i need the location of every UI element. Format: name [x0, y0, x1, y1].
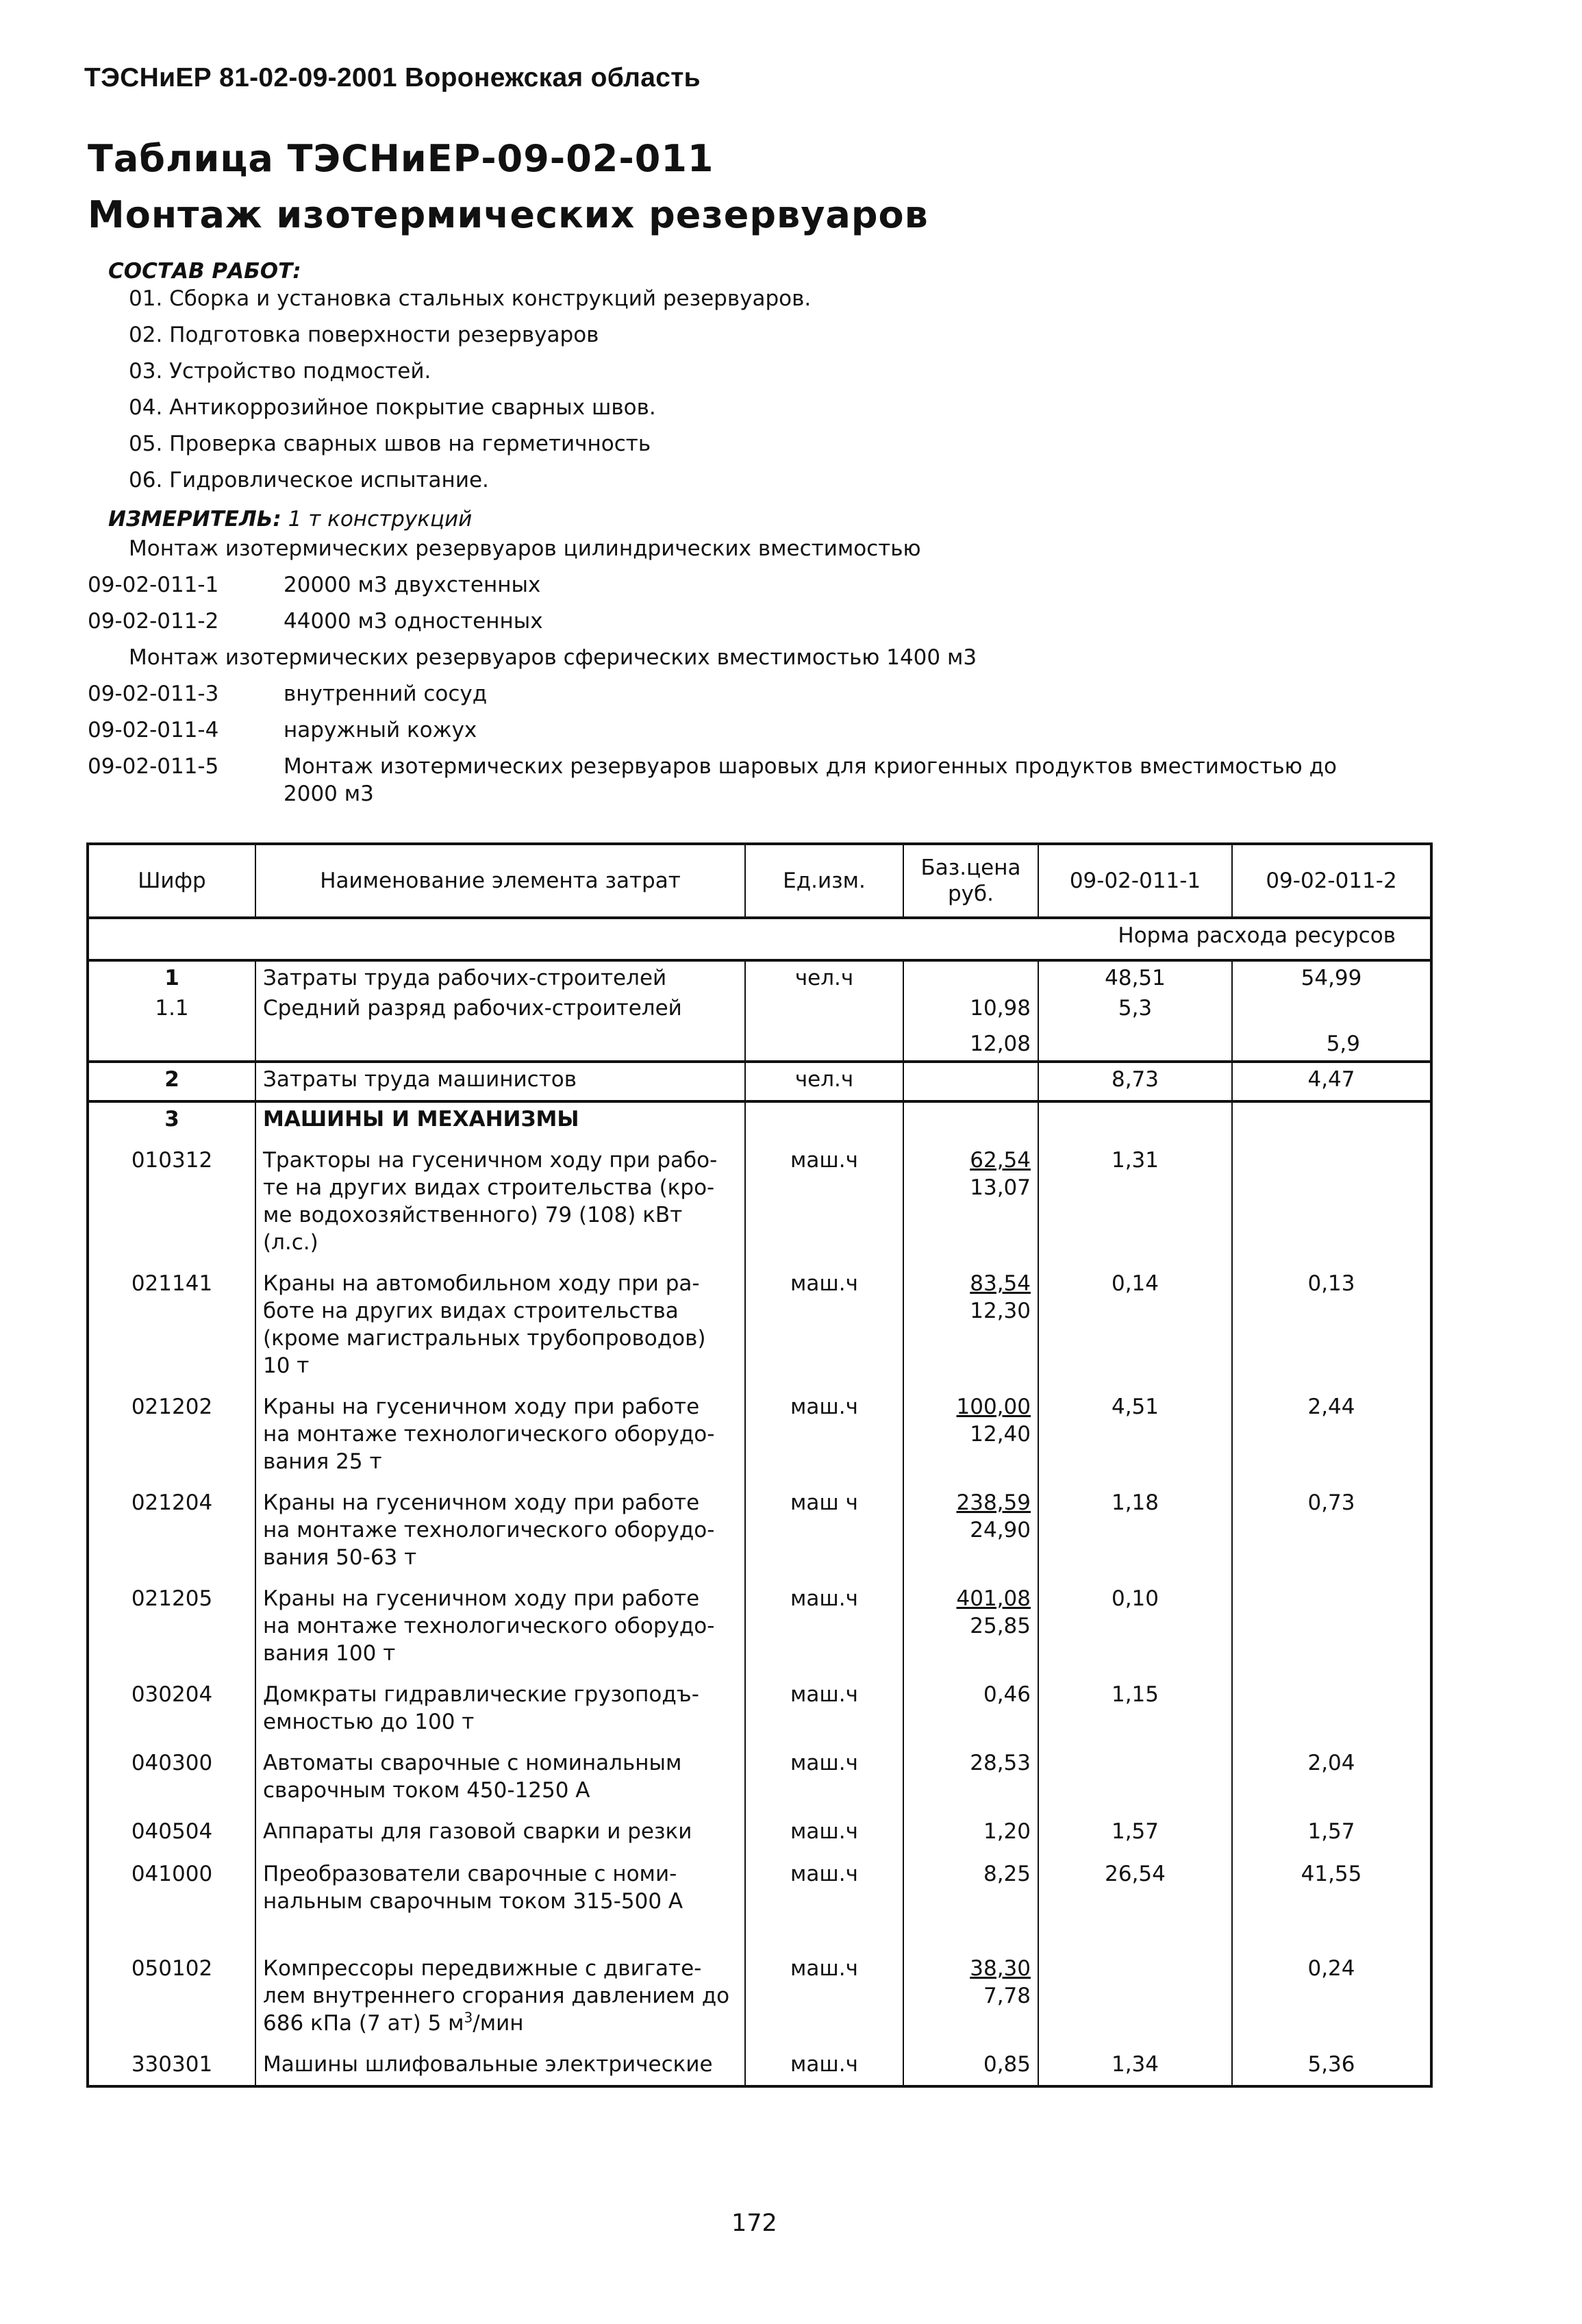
header-unit: Ед.изм. — [745, 844, 903, 918]
cell-code: 330301 — [88, 2048, 255, 2086]
group-heading: Монтаж изотермических резервуаров цилиндрических вместимостью — [129, 536, 921, 561]
cell-name: Затраты труда рабочих-строителей — [255, 960, 745, 992]
price-value: 7,78 — [983, 1984, 1031, 2008]
name-line: Домкраты гидравлические грузоподъ- — [263, 1682, 699, 1707]
price-value: 83,54 — [970, 1271, 1031, 1296]
norm-value: 5,9 — [1326, 1032, 1360, 1056]
cell-norm-2: 54,99 — [1232, 960, 1431, 992]
cell-name — [255, 1582, 745, 1678]
cell-norm-1: 1,18 — [1038, 1486, 1232, 1582]
work-item: 04. Антикоррозийное покрытие сварных швов. — [129, 395, 656, 420]
price-value: 401,08 — [956, 1586, 1031, 1611]
cell-unit: маш ч — [745, 1486, 903, 1582]
header-code: Шифр — [88, 844, 255, 918]
cell-name — [255, 1678, 745, 1747]
measure-line — [108, 507, 472, 532]
cell-norm-2 — [1232, 1101, 1431, 1144]
cell-norm-2: 2,04 — [1232, 1747, 1431, 1815]
name-line: вания 25 т — [263, 1449, 382, 1474]
name-line: Краны на автомобильном ходу при ра- — [263, 1271, 700, 1296]
cell-norm-2 — [1232, 1678, 1431, 1747]
cell-name: Аппараты для газовой сварки и резки — [255, 1815, 745, 1858]
table-title: Таблица ТЭСНиЕР-09-02-011 — [88, 137, 714, 180]
norm-label: Норма расхода ресурсов — [88, 918, 1431, 960]
cell-unit: маш.ч — [745, 1267, 903, 1390]
cell-code: 040504 — [88, 1815, 255, 1858]
cell-name — [255, 1267, 745, 1390]
cell-norm-1 — [1038, 1101, 1232, 1144]
cell-norm-2: 4,47 — [1232, 1062, 1431, 1101]
table-row — [88, 1678, 1431, 1747]
item-code: 09-02-011-3 — [88, 682, 219, 706]
work-item: 03. Устройство подмостей. — [129, 359, 431, 384]
item-text: внутренний сосуд — [284, 682, 488, 706]
name-line: на монтаже технологического оборудо- — [263, 1518, 715, 1542]
cell-price — [903, 1390, 1038, 1486]
name-line: нальным сварочным током 315-500 А — [263, 1889, 683, 1914]
cell-norm-2: 2,44 — [1232, 1390, 1431, 1486]
price-value: 38,30 — [970, 1956, 1031, 1981]
cell-norm-1: 1,34 — [1038, 2048, 1232, 2086]
cell-code: 021141 — [88, 1267, 255, 1390]
cell-code: 1 — [88, 960, 255, 992]
cell-unit — [745, 992, 903, 1062]
table-row — [88, 1952, 1431, 2048]
cell-unit: маш.ч — [745, 2048, 903, 2086]
table-row — [88, 960, 1431, 992]
cell-norm-1: 5,3 — [1038, 992, 1232, 1062]
group-heading: Монтаж изотермических резервуаров сферических вместимостью 1400 м3 — [129, 645, 977, 670]
item-text: наружный кожух — [284, 718, 477, 742]
name-text: 686 кПа (7 ат) 5 м — [263, 2011, 464, 2036]
cell-name — [255, 1858, 745, 1952]
cell-norm-2: 41,55 — [1232, 1858, 1431, 1952]
price-value: 238,59 — [956, 1490, 1031, 1515]
cell-unit: маш.ч — [745, 1390, 903, 1486]
price-value: 62,54 — [970, 1148, 1031, 1173]
name-line: лем внутреннего сгорания давлением до — [263, 1984, 730, 2008]
cell-code: 021202 — [88, 1390, 255, 1486]
cell-code: 010312 — [88, 1144, 255, 1267]
name-line: ме водохозяйственного) 79 (108) кВт — [263, 1203, 683, 1227]
item-text: 44000 м3 одностенных — [284, 609, 543, 634]
cell-unit: маш.ч — [745, 1952, 903, 2048]
header-name: Наименование элемента затрат — [255, 844, 745, 918]
running-header: ТЭСНиЕР 81-02-09-2001 Воронежская область — [84, 63, 701, 92]
price-value: 12,40 — [970, 1422, 1031, 1447]
cell-norm-2: 1,57 — [1232, 1815, 1431, 1858]
cell-price — [903, 960, 1038, 992]
price-value: 100,00 — [956, 1395, 1031, 1419]
cell-norm-2 — [1232, 1144, 1431, 1267]
cell-price — [903, 1582, 1038, 1678]
name-line: Компрессоры передвижные с двигате- — [263, 1956, 702, 1981]
table-row — [88, 1486, 1431, 1582]
name-text: /мин — [473, 2011, 524, 2036]
cell-code: 040300 — [88, 1747, 255, 1815]
name-line: Преобразователи сварочные с номи- — [263, 1862, 677, 1886]
cell-code: 041000 — [88, 1858, 255, 1952]
name-line: Краны на гусеничном ходу при работе — [263, 1490, 700, 1515]
cell-norm-1: 48,51 — [1038, 960, 1232, 992]
cell-unit: маш.ч — [745, 1678, 903, 1747]
cell-name: Машины шлифовальные электрические — [255, 2048, 745, 2086]
cell-norm-1: 0,10 — [1038, 1582, 1232, 1678]
table-row — [88, 1815, 1431, 1858]
table-row — [88, 1582, 1431, 1678]
measure-value: 1 т конструкций — [288, 507, 473, 532]
name-line: (кроме магистральных трубопроводов) — [263, 1326, 706, 1351]
price-value: 25,85 — [970, 1614, 1031, 1638]
cell-price: 1,20 — [903, 1815, 1038, 1858]
price-value: 10,98 — [970, 996, 1031, 1021]
table-row — [88, 1062, 1431, 1101]
table-row — [88, 1747, 1431, 1815]
cell-norm-1: 1,15 — [1038, 1678, 1232, 1747]
cell-unit: чел.ч — [745, 1062, 903, 1101]
cell-unit — [745, 1101, 903, 1144]
cell-code: 030204 — [88, 1678, 255, 1747]
cell-norm-2: 0,24 — [1232, 1952, 1431, 2048]
cell-unit: маш.ч — [745, 1582, 903, 1678]
price-value: 12,30 — [970, 1299, 1031, 1323]
cell-name — [255, 1486, 745, 1582]
cell-code: 021205 — [88, 1582, 255, 1678]
price-value: 13,07 — [970, 1175, 1031, 1200]
work-item: 02. Подготовка поверхности резервуаров — [129, 323, 599, 347]
name-line: 10 т — [263, 1353, 310, 1378]
cell-unit: маш.ч — [745, 1858, 903, 1952]
cell-norm-1: 26,54 — [1038, 1858, 1232, 1952]
resource-table — [86, 842, 1433, 2088]
cell-price: 0,46 — [903, 1678, 1038, 1747]
cell-price — [903, 1062, 1038, 1101]
cell-norm-1: 1,57 — [1038, 1815, 1232, 1858]
norm-row — [88, 918, 1431, 960]
table-row — [88, 1858, 1431, 1952]
name-line: Краны на гусеничном ходу при работе — [263, 1586, 700, 1611]
header-price-line2: руб. — [948, 882, 994, 906]
item-code: 09-02-011-1 — [88, 573, 219, 597]
section-subtitle: Монтаж изотермических резервуаров — [88, 193, 929, 236]
name-line — [263, 2010, 738, 2037]
name-line: сварочным током 450-1250 А — [263, 1778, 590, 1803]
cell-norm-2: 0,73 — [1232, 1486, 1431, 1582]
cell-price: 8,25 — [903, 1858, 1038, 1952]
name-line: те на других видах строительства (кро- — [263, 1175, 715, 1200]
cell-norm-1: 8,73 — [1038, 1062, 1232, 1101]
cell-norm-1: 0,14 — [1038, 1267, 1232, 1390]
item-code: 09-02-011-5 — [88, 754, 219, 779]
item-text: 20000 м3 двухстенных — [284, 573, 541, 597]
cell-price: 28,53 — [903, 1747, 1038, 1815]
price-value: 24,90 — [970, 1518, 1031, 1542]
cell-norm-2: 5,36 — [1232, 2048, 1431, 2086]
item-text: Монтаж изотермических резервуаров шаровых для криогенных продуктов вместимостью до — [284, 754, 1338, 779]
cell-norm-1: 4,51 — [1038, 1390, 1232, 1486]
cell-unit: маш.ч — [745, 1815, 903, 1858]
cell-name: Затраты труда машинистов — [255, 1062, 745, 1101]
table-row — [88, 1267, 1431, 1390]
cell-name — [255, 1952, 745, 2048]
work-item: 01. Сборка и установка стальных конструкций резервуаров. — [129, 286, 812, 311]
cell-price — [903, 1101, 1038, 1144]
cell-norm-2 — [1232, 1582, 1431, 1678]
cell-price — [903, 1486, 1038, 1582]
name-line: боте на других видах строительства — [263, 1299, 679, 1323]
cell-norm-1 — [1038, 1952, 1232, 2048]
superscript: 3 — [464, 2009, 473, 2026]
item-code: 09-02-011-2 — [88, 609, 219, 634]
measure-label: ИЗМЕРИТЕЛЬ: — [108, 507, 281, 532]
name-line: вания 50-63 т — [263, 1545, 417, 1570]
name-line: Автоматы сварочные с номинальным — [263, 1751, 682, 1775]
table-row — [88, 1144, 1431, 1267]
name-line: (л.с.) — [263, 1230, 318, 1255]
table-row — [88, 1390, 1431, 1486]
cell-price: 0,85 — [903, 2048, 1038, 2086]
cell-norm-1: 1,31 — [1038, 1144, 1232, 1267]
cell-price — [903, 1267, 1038, 1390]
cell-code: 3 — [88, 1101, 255, 1144]
cell-norm-2 — [1232, 992, 1431, 1062]
page-number: 172 — [731, 2210, 777, 2237]
table-row — [88, 992, 1431, 1062]
cell-name: МАШИНЫ И МЕХАНИЗМЫ — [255, 1101, 745, 1144]
name-line: на монтаже технологического оборудо- — [263, 1422, 715, 1447]
cell-name — [255, 1747, 745, 1815]
name-line: вания 100 т — [263, 1641, 396, 1666]
cell-name — [255, 1144, 745, 1267]
header-col2: 09-02-011-2 — [1232, 844, 1431, 918]
table-row — [88, 1101, 1431, 1144]
cell-unit: маш.ч — [745, 1144, 903, 1267]
price-value: 12,08 — [970, 1032, 1031, 1056]
item-text: 2000 м3 — [284, 782, 374, 806]
cell-name: Средний разряд рабочих-строителей — [255, 992, 745, 1062]
name-line: Тракторы на гусеничном ходу при рабо- — [263, 1148, 718, 1173]
work-item: 05. Проверка сварных швов на герметичность — [129, 432, 651, 456]
header-price — [903, 844, 1038, 918]
work-item: 06. Гидровлическое испытание. — [129, 468, 489, 492]
cell-norm-2: 0,13 — [1232, 1267, 1431, 1390]
cell-code: 050102 — [88, 1952, 255, 2048]
cell-unit: чел.ч — [745, 960, 903, 992]
cell-code: 1.1 — [88, 992, 255, 1062]
cell-code: 021204 — [88, 1486, 255, 1582]
composition-label: СОСТАВ РАБОТ: — [108, 259, 301, 284]
cell-norm-1 — [1038, 1747, 1232, 1815]
table-row — [88, 2048, 1431, 2086]
item-code: 09-02-011-4 — [88, 718, 219, 742]
header-price-line1: Баз.цена — [920, 855, 1021, 880]
cell-price — [903, 1144, 1038, 1267]
name-line: Краны на гусеничном ходу при работе — [263, 1395, 700, 1419]
header-col1: 09-02-011-1 — [1038, 844, 1232, 918]
cell-name — [255, 1390, 745, 1486]
cell-code: 2 — [88, 1062, 255, 1101]
cell-price — [903, 1952, 1038, 2048]
cell-unit: маш.ч — [745, 1747, 903, 1815]
cell-price — [903, 992, 1038, 1062]
name-line: емностью до 100 т — [263, 1710, 475, 1734]
table-header-row — [88, 844, 1431, 918]
name-line: на монтаже технологического оборудо- — [263, 1614, 715, 1638]
